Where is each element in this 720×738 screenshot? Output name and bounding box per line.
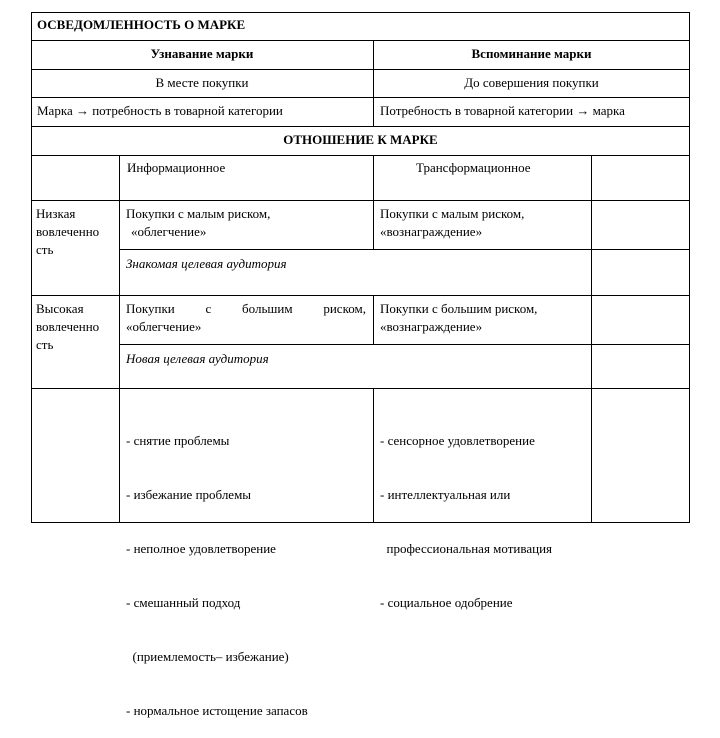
low-involvement-label-1: Низкая — [36, 206, 76, 221]
high-involvement-label-3: сть — [36, 337, 54, 352]
word: риском, — [323, 301, 366, 316]
low-transformational-line-2: «вознаграждение» — [380, 224, 483, 239]
attitude-title: ОТНОШЕНИЕ К МАРКЕ — [283, 132, 438, 147]
recognition-header: Узнавание марки — [150, 46, 254, 61]
low-involvement-label-3: сть — [36, 242, 54, 257]
transformational-motives-list — [380, 396, 552, 630]
high-transformational-line-1: Покупки с большим риском, — [380, 301, 538, 316]
recall-header: Вспоминание марки — [471, 46, 592, 61]
informational-header: Информационное — [127, 160, 226, 175]
new-audience: Новая целевая аудитория — [126, 351, 269, 366]
list-item: - социальное одобрение — [380, 595, 513, 610]
recall-timing: До совершения покупки — [464, 75, 599, 90]
transformational-header: Трансформационное — [416, 160, 531, 175]
list-item: - неполное удовлетворение — [126, 541, 276, 556]
awareness-title: ОСВЕДОМЛЕННОСТЬ О МАРКЕ — [37, 17, 246, 32]
low-informational-line-1: Покупки с малым риском, — [126, 206, 271, 221]
high-informational-line-1 — [126, 300, 366, 318]
high-involvement-label-1: Высокая — [36, 301, 84, 316]
list-item: - снятие проблемы — [126, 433, 230, 448]
low-transformational-line-1: Покупки с малым риском, — [380, 206, 525, 221]
word: большим — [242, 301, 293, 316]
list-item: - нормальное истощение запасов — [126, 703, 308, 718]
high-involvement-label-2: вовлеченно — [36, 319, 100, 334]
word: с — [205, 301, 212, 316]
list-item: - смешанный подход — [126, 595, 241, 610]
recall-logic: Потребность в товарной категории → марка — [380, 103, 625, 118]
high-transformational-line-2: «вознаграждение» — [380, 319, 483, 334]
recognition-logic: Марка → потребность в товарной категории — [37, 103, 283, 118]
recognition-timing: В месте покупки — [155, 75, 249, 90]
low-involvement-label-2: вовлеченно — [36, 224, 100, 239]
familiar-audience: Знакомая целевая аудитория — [126, 256, 287, 271]
list-item: - сенсорное удовлетворение — [380, 433, 535, 448]
list-item: (приемлемость– избежание) — [126, 649, 289, 664]
list-item: - избежание проблемы — [126, 487, 252, 502]
list-item: профессиональная мотивация — [380, 541, 553, 556]
low-informational-line-2: «облегчение» — [131, 224, 207, 239]
list-item: - интеллектуальная или — [380, 487, 511, 502]
word: Покупки — [126, 301, 175, 316]
informational-motives-list — [126, 396, 308, 738]
high-informational-line-2: «облегчение» — [126, 319, 202, 334]
